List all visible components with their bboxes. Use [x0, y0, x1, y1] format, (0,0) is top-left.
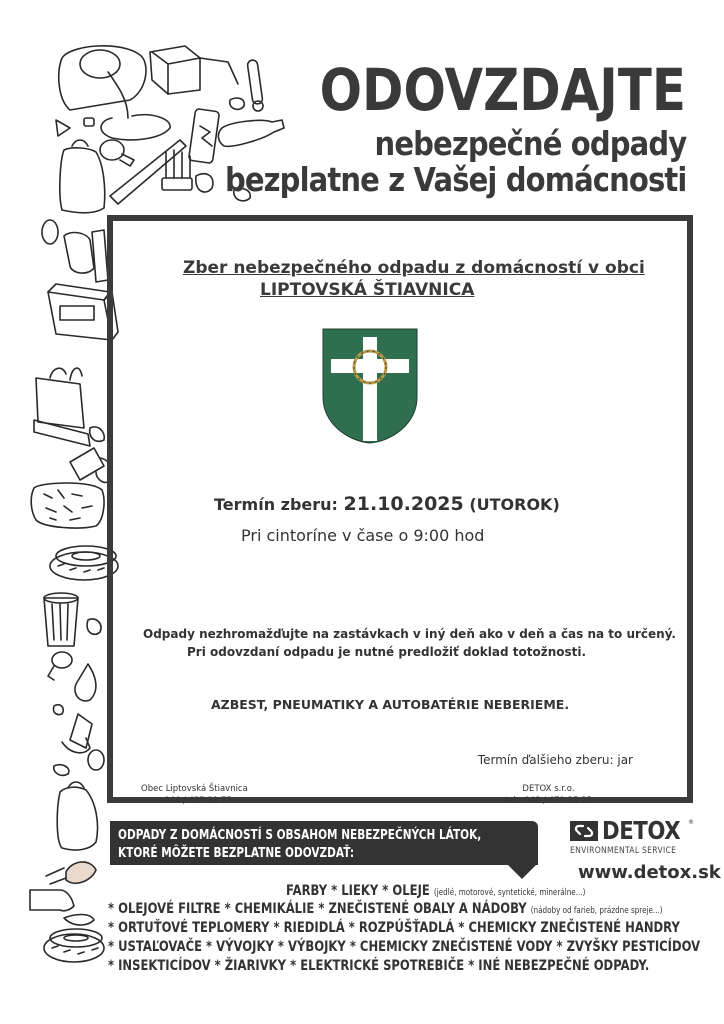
thermometer-icon — [247, 60, 263, 111]
detox-brand-name: DETOX — [602, 816, 681, 845]
headline-subtitle-1: nebezpečné odpady — [374, 124, 686, 163]
cfl-bulb-tilted-icon — [70, 448, 112, 482]
waste-list-row: * USTAĽOVAČE * VÝVOJKY * VÝBOJKY * CHEMICKY ZNEČISTENÉ VODY * ZVYŠKY PESTICÍDOV — [108, 939, 701, 955]
registered-mark: ® — [688, 819, 694, 826]
notice-not-accepted: AZBEST, PNEUMATIKY A AUTOBATÉRIE NEBERIEME. — [211, 697, 570, 712]
banner-line-1: ODPADY Z DOMÁCNOSTÍ S OBSAHOM NEBEZPEČNÝCH LÁTOK, — [118, 827, 482, 843]
plastic-bottle-icon — [218, 120, 284, 146]
tire-icon — [44, 929, 104, 962]
rubble-icon — [31, 483, 104, 528]
collection-date-value: 21.10.2025 — [343, 493, 464, 515]
waste-list-row: * OLEJOVÉ FILTRE * CHEMIKÁLIE * ZNEČISTENÉ OBALY A NÁDOBY (nádoby od farieb, prázdne spreje...) — [108, 901, 663, 917]
drop-icon — [196, 174, 213, 192]
wrench-icon — [64, 915, 94, 926]
collection-info-box — [107, 215, 693, 806]
notice-id-required: Pri odovzdaní odpadu je nutné predložiť doklad totožnosti. — [187, 645, 587, 659]
waste-list-note: (nádoby od farieb, prázdne spreje...) — [530, 906, 663, 916]
cardboard-box-icon — [150, 46, 238, 94]
coat-of-arms-icon — [321, 327, 419, 445]
light-bulb-icon — [42, 220, 58, 244]
waste-list-row: * INSEKTICÍDOV * ŽIARIVKY * ELEKTRICKÉ SPOTREBIČE * INÉ NEBEZPEČNÉ ODPADY. — [108, 958, 650, 974]
accepted-waste-banner — [110, 821, 538, 865]
cfl-bulb-icon — [162, 150, 192, 190]
banner-pointer — [506, 863, 538, 879]
detox-logo-icon — [570, 821, 598, 841]
detox-website-link[interactable]: www.detox.sk — [578, 862, 721, 883]
detox-tagline: ENVIRONMENTAL SERVICE — [570, 846, 677, 856]
contact-municipality-name: Obec Liptovská Štiavnica — [141, 784, 248, 794]
waste-list-row: * ORTUŤOVÉ TEPLOMERY * RIEDIDLÁ * ROZPÚŠŤADLÁ * CHEMICKY ZNEČISTENÉ HANDRY — [108, 920, 680, 936]
bottle-lying-icon — [30, 890, 74, 911]
contact-municipality-phone: +044 / 435 21 75 — [156, 796, 232, 806]
drop-icon — [75, 664, 96, 701]
waste-list-note: (jedlé, motorové, syntetické, minerálne...) — [433, 888, 586, 898]
collection-day: (UTOROK) — [469, 495, 560, 514]
shard-icon — [56, 120, 70, 136]
battery-icon — [188, 109, 219, 164]
collection-date — [214, 493, 560, 515]
paint-can-icon — [59, 46, 170, 140]
garbage-bag-icon — [57, 782, 97, 850]
collection-place-time: Pri cintoríne v čase o 9:00 hod — [241, 526, 485, 545]
cfl-bulb-icon — [62, 714, 92, 753]
municipality-name: LIPTOVSKÁ ŠTIAVNICA — [260, 280, 475, 300]
light-bulb-icon — [48, 652, 72, 680]
waste-list-row: FARBY * LIEKY * OLEJE (jedlé, motorové, syntetické, minerálne...) — [286, 883, 586, 899]
detox-brand — [570, 818, 694, 856]
crumpled-paper-icon — [90, 427, 105, 441]
contact-detox — [505, 783, 592, 807]
tube-icon — [110, 140, 186, 204]
contact-municipality — [141, 783, 248, 807]
broken-bulb-icon — [66, 862, 96, 883]
light-bulb-icon — [100, 140, 134, 166]
crumpled-paper-icon — [87, 619, 101, 634]
bag-with-bottles-icon — [34, 368, 90, 446]
garbage-bag-icon — [60, 140, 105, 213]
crushed-can-icon — [64, 233, 94, 274]
collection-date-label: Termín zberu: — [214, 495, 338, 514]
notice-no-dumping: Odpady nezhromažďujte na zastávkach v iný deň ako v deň a čas na to určený. — [143, 627, 676, 641]
banner-line-2: KTORÉ MÔŽETE BEZPLATNE ODOVZDAŤ: — [118, 845, 355, 861]
next-collection: Termín ďalšieho zberu: jar — [477, 753, 633, 767]
collection-title: Zber nebezpečného odpadu z domácností v obci — [183, 258, 645, 278]
trash-bin-icon — [44, 593, 78, 646]
headline-subtitle-2: bezplatne z Vašej domácnosti — [224, 160, 686, 199]
contact-detox-phone: tel.: 048 / 471 25 25 — [505, 796, 592, 806]
light-bulb-icon — [88, 750, 104, 770]
contact-detox-name: DETOX s.r.o. — [522, 784, 575, 794]
cap-icon — [84, 118, 94, 126]
page-headline: ODOVZDAJTE — [319, 56, 686, 124]
